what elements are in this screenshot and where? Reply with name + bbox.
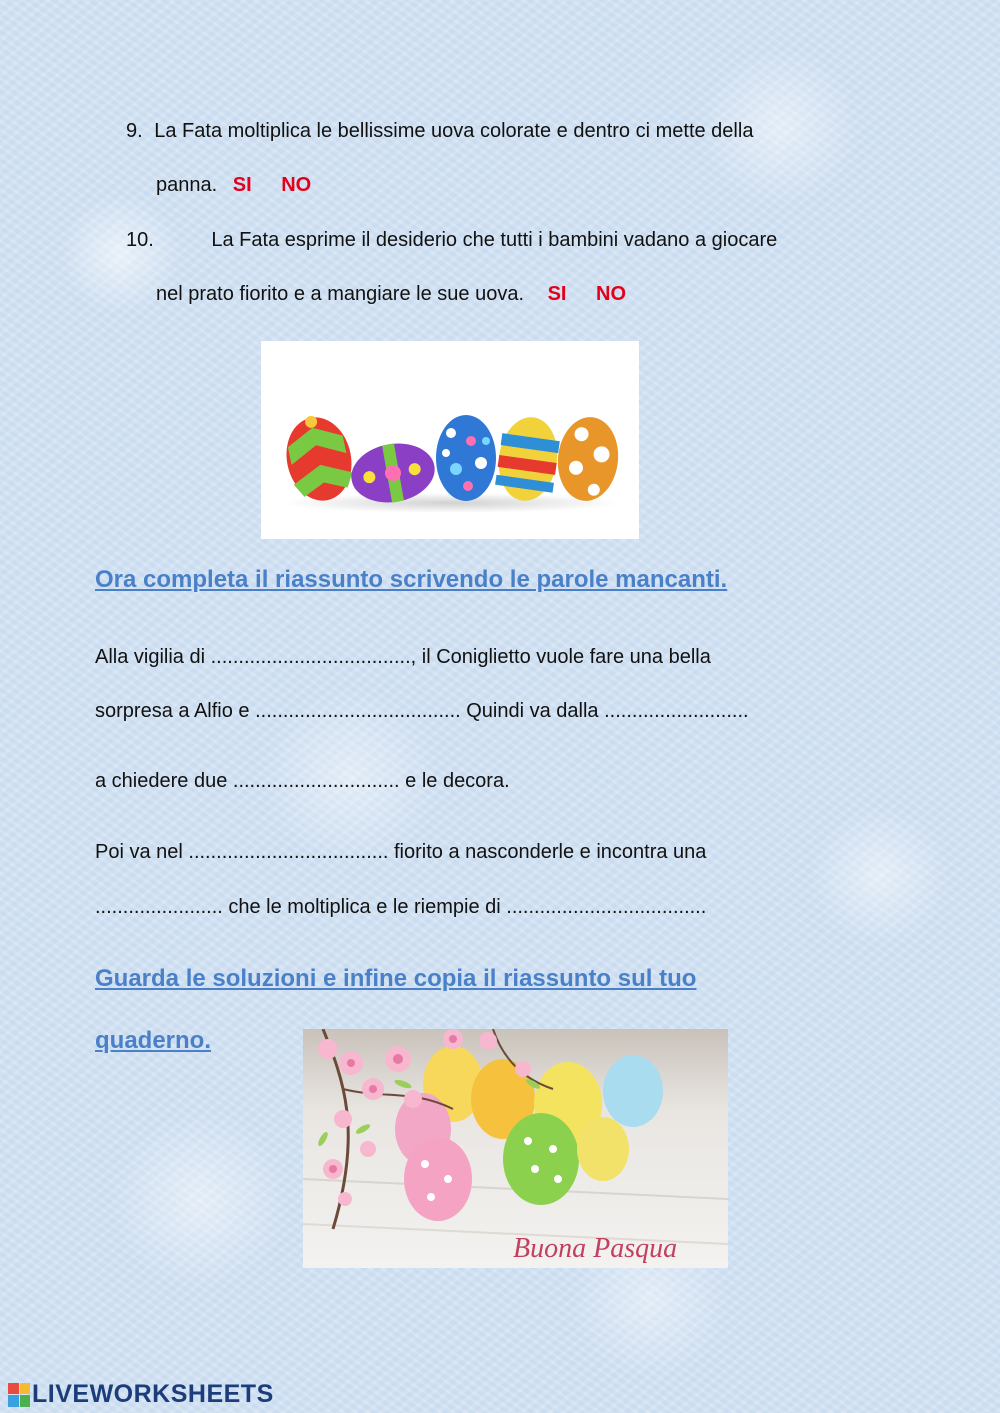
question-9-yes[interactable]: SI xyxy=(232,174,252,196)
question-10-line1 xyxy=(126,229,777,252)
question-9-number: 9. xyxy=(126,120,143,142)
question-9-text: La Fata moltiplica le bellissime uova colorate e dentro ci mette della xyxy=(154,120,754,142)
summary-line-2[interactable]: sorpresa a Alfio e ..................................... Quindi va dalla .......................... xyxy=(95,700,749,722)
liveworksheets-logo-icon xyxy=(8,1383,30,1407)
liveworksheets-logo xyxy=(8,1380,274,1409)
question-10-line2 xyxy=(156,283,626,306)
buona-pasqua-image xyxy=(303,1029,728,1268)
summary-heading: Ora completa il riassunto scrivendo le parole mancanti. xyxy=(95,566,728,593)
buona-pasqua-caption: Buona Pasqua xyxy=(513,1233,678,1264)
solutions-heading-line2: quaderno. xyxy=(95,1027,212,1054)
question-10-text: La Fata esprime il desiderio che tutti i bambini vadano a giocare xyxy=(211,229,778,251)
liveworksheets-logo-text: LIVEWORKSHEETS xyxy=(32,1380,274,1408)
question-9-line2 xyxy=(156,174,311,197)
buona-pasqua-illustration xyxy=(303,1029,728,1268)
question-10-number: 10. xyxy=(126,229,154,251)
question-9-no[interactable]: NO xyxy=(281,174,312,196)
summary-line-4[interactable]: Poi va nel .................................... fiorito a nasconderle e incontra una xyxy=(95,841,707,863)
easter-eggs-image xyxy=(261,341,639,539)
question-9-line1 xyxy=(126,120,753,143)
solutions-heading-line1: Guarda le soluzioni e infine copia il riassunto sul tuo xyxy=(95,965,697,992)
summary-line-1[interactable]: Alla vigilia di ...................................., il Coniglietto vuole fare una bella xyxy=(95,646,711,668)
question-10-no[interactable]: NO xyxy=(596,283,627,305)
question-9-text2: panna. xyxy=(156,174,218,196)
summary-line-5[interactable]: ....................... che le moltiplica e le riempie di .................................... xyxy=(95,896,707,918)
question-10-text2: nel prato fiorito e a mangiare le sue uova. xyxy=(156,283,524,305)
easter-eggs-illustration xyxy=(261,341,639,539)
question-10-yes[interactable]: SI xyxy=(547,283,567,305)
summary-line-3[interactable]: a chiedere due .............................. e le decora. xyxy=(95,770,510,792)
